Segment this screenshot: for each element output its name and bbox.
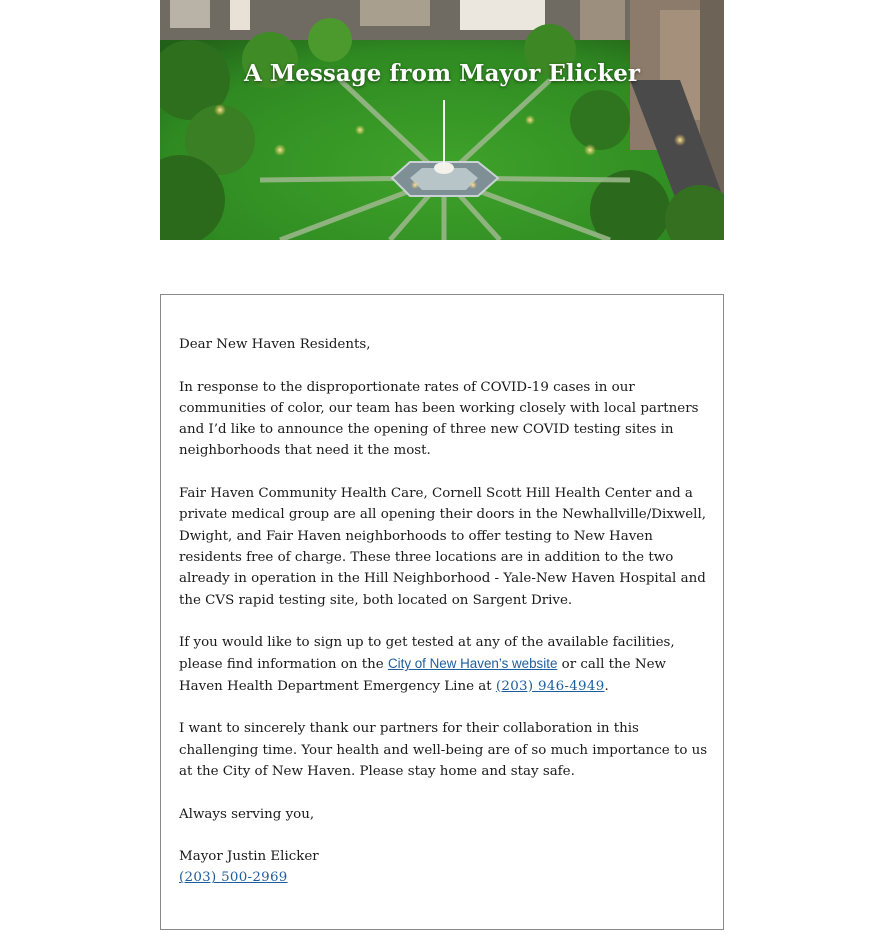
emergency-line-phone-link[interactable]: (203) 946-4949 [495,678,605,694]
signature [179,846,709,889]
hero-photo [160,0,724,240]
mayor-phone-link[interactable]: (203) 500-2969 [179,870,288,886]
salutation: Dear New Haven Residents, [179,337,371,352]
hero-banner [160,0,724,240]
paragraph-thanks: I want to sincerely thank our partners for their collaboration in this challenging time. Your health and well-being are of so much importance to us at the City of New Haven. Please stay home and stay safe. [179,721,708,779]
letter-container [160,294,724,930]
paragraph-covid-rates: In response to the disproportionate rates of COVID-19 cases in our communities of color, our team has been working closely with local partners and I’d like to announce the opening of three new COVID testing sites in neighborhoods that need it the most. [179,379,699,459]
letter-body [179,334,709,889]
paragraph-sign-up-text-2: or call the New Haven Health Department Emergency Line at [179,657,666,694]
closing: Always serving you, [179,806,315,822]
paragraph-testing-sites: Fair Haven Community Health Care, Cornell Scott Hill Health Center and a private medical group are all opening their doors in the Newhallville/Dixwell, Dwight, and Fair Haven neighborhoods to offer testing to New Haven residents free of charge. These three locations are in addition to the two already in operation in the Hill Neighborhood - Yale-New Haven Hospital and the CVS rapid testing site, both located on Sargent Drive. [179,486,706,608]
signature-name: Mayor Justin Elicker [179,849,319,865]
paragraph-sign-up-text-1: If you would like to sign up to get tested at any of the available facilities, please find information on the [179,635,675,673]
city-website-link[interactable]: City of New Haven’s website [387,656,558,672]
hero-title: A Message from Mayor Elicker [243,60,641,87]
paragraph-sign-up-text-3: . [604,678,609,694]
paragraph-sign-up [179,632,709,697]
